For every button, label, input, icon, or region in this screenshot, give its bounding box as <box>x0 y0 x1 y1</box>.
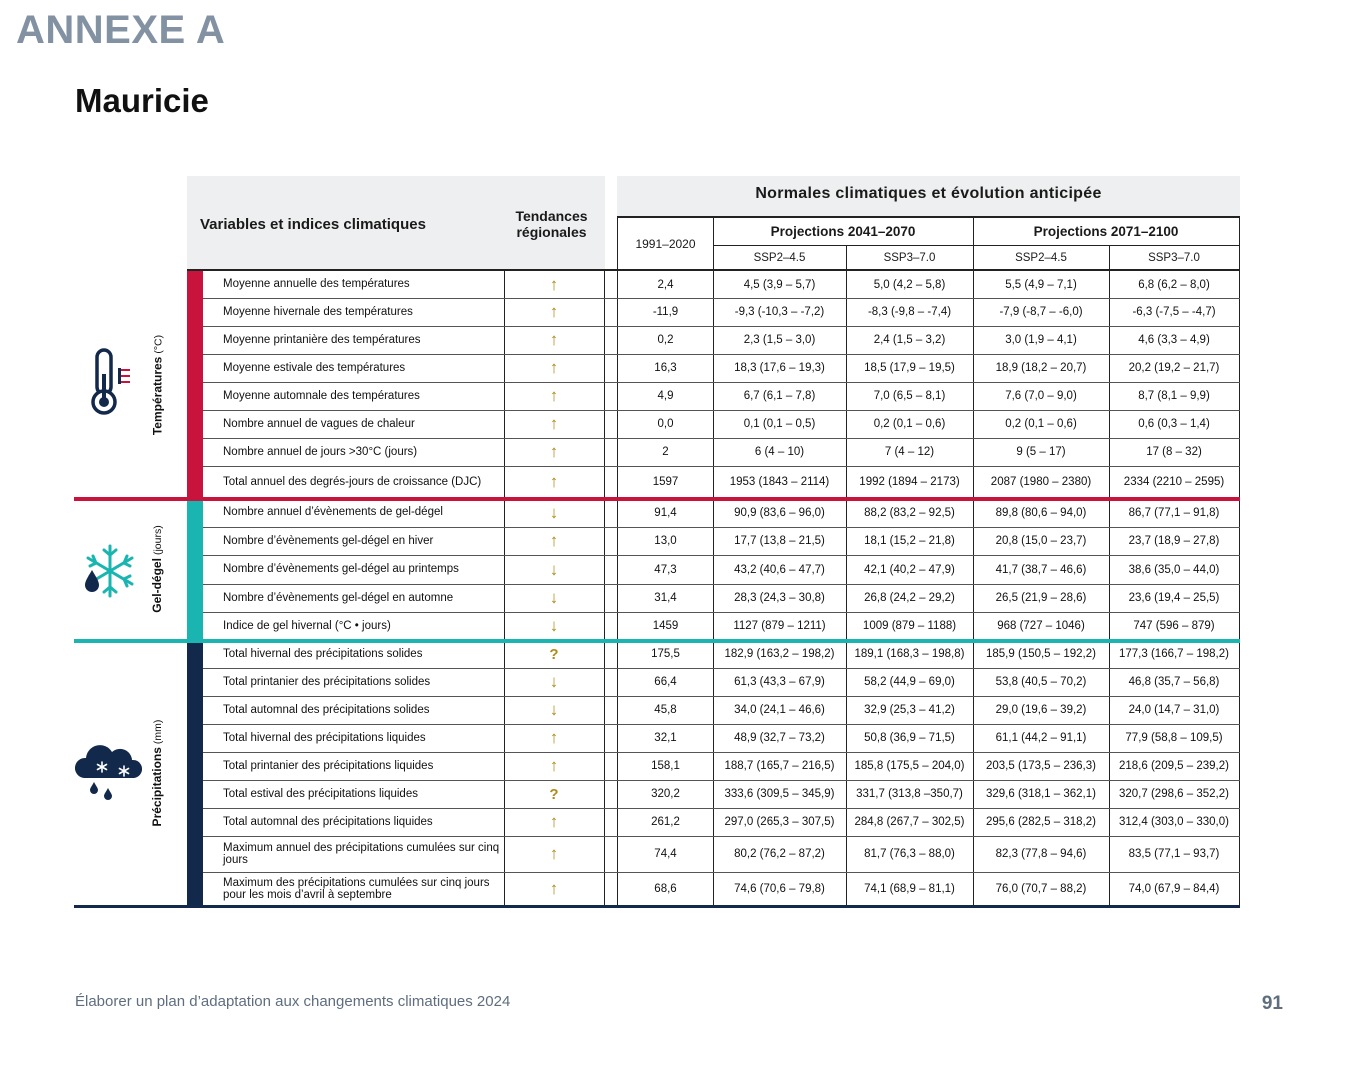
trend-arrow: ↑ <box>549 756 559 775</box>
trend-arrow: ↑ <box>549 531 559 550</box>
value-cell: 158,1 <box>651 760 680 772</box>
value-cell: 61,1 (44,2 – 91,1) <box>995 732 1087 744</box>
value-cell: 2 <box>662 446 669 458</box>
value-cell: 74,0 (67,9 – 84,4) <box>1128 883 1220 895</box>
row-label: Nombre annuel de vagues de chaleur <box>223 417 415 430</box>
value-cell: 188,7 (165,7 – 216,5) <box>724 760 835 772</box>
grid-line-v <box>1239 216 1240 906</box>
trend-arrow: ↓ <box>549 616 559 635</box>
grid-line-h <box>617 216 1240 218</box>
row-label: Total hivernal des précipitations liquides <box>223 731 426 744</box>
value-cell: -8,3 (-9,8 – -7,4) <box>867 306 952 318</box>
row-label: Moyenne printanière des températures <box>223 333 421 346</box>
section-unit: (jours) <box>152 525 164 556</box>
value-cell: 81,7 (76,3 – 88,0) <box>864 848 955 860</box>
grid-line-v <box>973 216 974 270</box>
row-label: Total printanier des précipitations solides <box>223 675 431 688</box>
value-cell: 261,2 <box>651 816 680 828</box>
value-cell: 26,5 (21,9 – 28,6) <box>995 592 1087 604</box>
value-cell: 6,8 (6,2 – 8,0) <box>1138 278 1210 291</box>
value-cell: 18,3 (17,6 – 19,3) <box>734 362 825 374</box>
row-label: Total annuel des degrés-jours de croissance (DJC) <box>223 475 482 488</box>
value-cell: 7 (4 – 12) <box>884 446 935 458</box>
value-cell: 45,8 <box>654 704 677 716</box>
grid-line-v <box>604 269 605 906</box>
value-cell: 6 (4 – 10) <box>754 446 805 458</box>
value-cell: 0,1 (0,1 – 0,5) <box>743 418 816 430</box>
value-cell: 2,4 <box>657 278 674 291</box>
section-bar-2 <box>187 640 203 906</box>
value-cell: 46,8 (35,7 – 56,8) <box>1128 676 1220 688</box>
value-cell: 53,8 (40,5 – 70,2) <box>995 676 1087 688</box>
value-cell: 312,4 (303,0 – 330,0) <box>1119 816 1229 828</box>
header-ssp-2: SSP3–7.0 <box>883 252 936 264</box>
value-cell: 20,8 (15,0 – 23,7) <box>995 535 1087 547</box>
value-cell: 58,2 (44,9 – 69,0) <box>864 676 955 688</box>
value-cell: 320,2 <box>651 788 680 800</box>
value-cell: 968 (727 – 1046) <box>997 620 1085 632</box>
value-cell: 185,8 (175,5 – 204,0) <box>854 760 965 772</box>
value-cell: 1009 (879 – 1188) <box>862 620 957 632</box>
value-cell: 1597 <box>652 476 679 488</box>
row-label: Nombre annuel de jours >30°C (jours) <box>223 445 418 458</box>
row-label: Total automnal des précipitations solides <box>223 703 430 716</box>
row-label: Maximum des précipitations cumulées sur cinq jours pour les mois d’avril à septembre <box>223 876 490 901</box>
value-cell: 18,1 (15,2 – 21,8) <box>864 535 955 547</box>
value-cell: 4,9 <box>657 390 674 402</box>
section-name: Températures <box>150 356 164 435</box>
row-label: Total printanier des précipitations liquides <box>223 759 434 772</box>
trend-arrow: ↓ <box>549 588 559 607</box>
row-label: Nombre d’évènements gel-dégel en hiver <box>223 534 434 547</box>
value-cell: 7,0 (6,5 – 8,1) <box>873 390 946 402</box>
trend-arrow: ↑ <box>549 330 559 349</box>
section-unit: (mm) <box>152 719 164 745</box>
row-label: Nombre d’évènements gel-dégel au printemps <box>223 563 459 576</box>
value-cell: -6,3 (-7,5 – -4,7) <box>1132 306 1216 318</box>
header-variables: Variables et indices climatiques <box>200 215 426 233</box>
value-cell: 189,1 (168,3 – 198,8) <box>854 648 965 660</box>
value-cell: 29,0 (19,6 – 39,2) <box>995 704 1087 716</box>
trend-arrow: ↓ <box>549 559 559 579</box>
header-projections-2071: Projections 2071–2100 <box>1033 224 1179 239</box>
trend-arrow: ↑ <box>549 358 559 377</box>
value-cell: 175,5 <box>651 648 680 660</box>
trend-arrow: ↓ <box>549 672 559 691</box>
value-cell: 18,9 (18,2 – 20,7) <box>995 362 1087 374</box>
section-name: Précipitations <box>150 747 164 827</box>
value-cell: 8,7 (8,1 – 9,9) <box>1138 390 1210 402</box>
value-cell: 329,6 (318,1 – 362,1) <box>986 788 1096 800</box>
snowflake-droplet-icon <box>80 542 136 600</box>
section-unit: (°C) <box>152 334 164 354</box>
value-cell: 74,4 <box>654 848 677 860</box>
trend-arrow: ↑ <box>549 302 559 321</box>
value-cell: 31,4 <box>654 592 677 604</box>
value-cell: 38,6 (35,0 – 44,0) <box>1128 563 1220 576</box>
value-cell: 0,2 (0,1 – 0,6) <box>873 418 946 430</box>
trend-arrow: ? <box>549 785 559 803</box>
value-cell: 82,3 (77,8 – 94,6) <box>995 848 1087 860</box>
row-label: Total automnal des précipitations liquides <box>223 815 433 828</box>
value-cell: 76,0 (70,7 – 88,2) <box>995 883 1087 895</box>
value-cell: 68,6 <box>654 883 677 895</box>
value-cell: 1459 <box>652 620 679 632</box>
row-label: Nombre annuel d’évènements de gel-dégel <box>223 506 443 519</box>
trend-arrow: ↑ <box>549 414 559 433</box>
value-cell: 89,8 (80,6 – 94,0) <box>995 506 1087 519</box>
section-bar-0 <box>187 271 203 498</box>
page-number: 91 <box>1261 993 1283 1014</box>
value-cell: 284,8 (267,7 – 302,5) <box>854 816 965 828</box>
value-cell: 333,6 (309,5 – 345,9) <box>724 788 835 800</box>
value-cell: 0,0 <box>657 418 674 430</box>
value-cell: 32,1 <box>654 732 677 744</box>
value-cell: 9 (5 – 17) <box>1016 446 1066 458</box>
header-ssp-3: SSP2–4.5 <box>1015 252 1067 264</box>
trend-arrow: ↑ <box>549 274 559 294</box>
row-label: Total hivernal des précipitations solides <box>223 647 423 660</box>
value-cell: 23,7 (18,9 – 27,8) <box>1128 535 1220 547</box>
header-normales: Normales climatiques et évolution anticipée <box>755 185 1102 202</box>
grid-line-h <box>713 245 1240 246</box>
value-cell: -11,9 <box>652 306 679 318</box>
value-cell: 2087 (1980 – 2380) <box>990 476 1092 488</box>
header-ssp-1: SSP2–4.5 <box>753 252 806 264</box>
section-label <box>150 640 166 906</box>
value-cell: 80,2 (76,2 – 87,2) <box>734 848 825 860</box>
value-cell: 5,0 (4,2 – 5,8) <box>873 278 946 291</box>
value-cell: 2334 (2210 – 2595) <box>1123 476 1225 488</box>
region-title: Mauricie <box>75 82 209 119</box>
row-label: Nombre d’évènements gel-dégel en automne <box>223 591 454 604</box>
value-cell: 48,9 (32,7 – 73,2) <box>734 732 825 744</box>
thermometer-icon <box>88 346 134 418</box>
footer-text: Élaborer un plan d’adaptation aux changements climatiques 2024 <box>75 993 511 1010</box>
trend-arrow: ↑ <box>549 442 559 461</box>
row-label: Maximum annuel des précipitations cumulées sur cinq jours <box>223 841 500 866</box>
value-cell: 83,5 (77,1 – 93,7) <box>1128 848 1220 860</box>
header-base-period: 1991–2020 <box>635 237 696 251</box>
cloud-rain-snow-icon <box>74 742 142 800</box>
value-cell: -9,3 (-10,3 – -7,2) <box>734 306 825 318</box>
value-cell: 2,3 (1,5 – 3,0) <box>743 334 816 346</box>
header-projections-2041: Projections 2041–2070 <box>770 224 916 239</box>
value-cell: 4,6 (3,3 – 4,9) <box>1138 334 1210 346</box>
value-cell: 1992 (1894 – 2173) <box>859 476 960 488</box>
value-cell: 3,0 (1,9 – 4,1) <box>1005 334 1077 346</box>
value-cell: 41,7 (38,7 – 46,6) <box>995 563 1087 576</box>
value-cell: 77,9 (58,8 – 109,5) <box>1125 732 1223 744</box>
value-cell: 6,7 (6,1 – 7,8) <box>743 390 816 402</box>
value-cell: 297,0 (265,3 – 307,5) <box>724 816 835 828</box>
value-cell: 2,4 (1,5 – 3,2) <box>873 334 946 346</box>
value-cell: 47,3 <box>654 563 677 576</box>
section-label <box>150 271 166 498</box>
trend-arrow: ? <box>549 645 559 663</box>
value-cell: -7,9 (-8,7 – -6,0) <box>999 306 1083 318</box>
value-cell: 20,2 (19,2 – 21,7) <box>1128 362 1220 374</box>
section-bar-1 <box>187 498 203 640</box>
value-cell: 182,9 (163,2 – 198,2) <box>724 648 835 660</box>
value-cell: 74,6 (70,6 – 79,8) <box>734 883 825 895</box>
trend-arrow: ↑ <box>549 879 559 898</box>
value-cell: 86,7 (77,1 – 91,8) <box>1128 506 1220 519</box>
row-label: Moyenne estivale des températures <box>223 361 406 374</box>
value-cell: 331,7 (313,8 –350,7) <box>856 788 963 800</box>
grid-line-h <box>74 497 1240 501</box>
value-cell: 18,5 (17,9 – 19,5) <box>864 362 955 374</box>
value-cell: 218,6 (209,5 – 239,2) <box>1119 760 1229 772</box>
value-cell: 17 (8 – 32) <box>1146 446 1202 458</box>
value-cell: 66,4 <box>654 676 677 688</box>
value-cell: 50,8 (36,9 – 71,5) <box>864 732 955 744</box>
value-cell: 295,6 (282,5 – 318,2) <box>986 816 1096 828</box>
value-cell: 23,6 (19,4 – 25,5) <box>1128 592 1220 604</box>
value-cell: 1127 (879 – 1211) <box>733 620 826 632</box>
value-cell: 74,1 (68,9 – 81,1) <box>864 883 955 895</box>
value-cell: 13,0 <box>654 535 677 547</box>
row-label: Moyenne automnale des températures <box>223 389 420 402</box>
value-cell: 42,1 (40,2 – 47,9) <box>864 563 955 576</box>
grid-line-h <box>74 639 1240 643</box>
value-cell: 177,3 (166,7 – 198,2) <box>1119 648 1229 660</box>
value-cell: 61,3 (43,3 – 67,9) <box>734 676 825 688</box>
trend-arrow: ↑ <box>549 472 559 491</box>
value-cell: 5,5 (4,9 – 7,1) <box>1005 278 1077 291</box>
value-cell: 185,9 (150,5 – 192,2) <box>986 648 1096 660</box>
row-label: Moyenne annuelle des températures <box>223 278 410 291</box>
value-cell: 4,5 (3,9 – 5,7) <box>743 278 816 291</box>
trend-arrow: ↑ <box>549 844 559 863</box>
value-cell: 28,3 (24,3 – 30,8) <box>734 592 825 604</box>
trend-arrow: ↑ <box>549 728 559 747</box>
annex-title: ANNEXE A <box>16 8 226 52</box>
value-cell: 91,4 <box>654 506 677 519</box>
value-cell: 747 (596 – 879) <box>1133 620 1215 632</box>
header-ssp-4: SSP3–7.0 <box>1148 252 1200 264</box>
trend-arrow: ↓ <box>549 700 559 719</box>
value-cell: 16,3 <box>654 362 677 374</box>
value-cell: 26,8 (24,2 – 29,2) <box>864 592 955 604</box>
grid-line-h <box>74 905 1240 908</box>
value-cell: 0,6 (0,3 – 1,4) <box>1138 418 1210 430</box>
value-cell: 34,0 (24,1 – 46,6) <box>734 704 825 716</box>
value-cell: 0,2 <box>657 334 674 346</box>
row-label: Total estival des précipitations liquides <box>223 787 418 800</box>
section-name: Gel-dégel <box>150 558 164 613</box>
value-cell: 0,2 (0,1 – 0,6) <box>1005 418 1077 430</box>
trend-arrow: ↑ <box>549 386 559 405</box>
row-label: Indice de gel hivernal (°C • jours) <box>223 619 391 632</box>
value-cell: 43,2 (40,6 – 47,7) <box>734 563 825 576</box>
value-cell: 7,6 (7,0 – 9,0) <box>1005 390 1077 402</box>
value-cell: 90,9 (83,6 – 96,0) <box>734 506 825 519</box>
value-cell: 17,7 (13,8 – 21,5) <box>734 535 825 547</box>
trend-arrow: ↓ <box>549 502 559 522</box>
value-cell: 24,0 (14,7 – 31,0) <box>1128 704 1220 716</box>
trend-arrow: ↑ <box>549 812 559 831</box>
value-cell: 32,9 (25,3 – 41,2) <box>864 704 955 716</box>
value-cell: 203,5 (173,5 – 236,3) <box>986 760 1096 772</box>
value-cell: 88,2 (83,2 – 92,5) <box>864 506 955 519</box>
row-label: Moyenne hivernale des températures <box>223 305 413 318</box>
section-label <box>150 498 166 640</box>
value-cell: 1953 (1843 – 2114) <box>729 476 830 488</box>
value-cell: 320,7 (298,6 – 352,2) <box>1119 788 1229 800</box>
header-tendances: Tendances régionales <box>515 208 588 240</box>
